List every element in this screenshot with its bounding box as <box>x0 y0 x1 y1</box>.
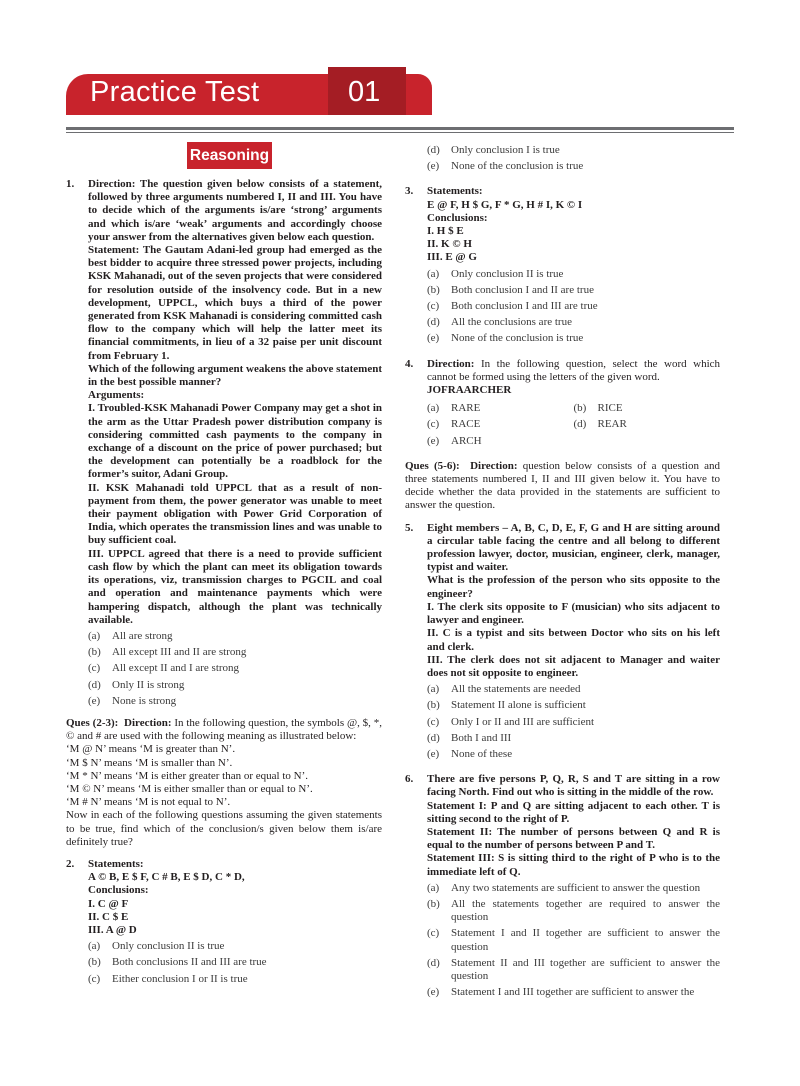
option-label: (b) <box>427 699 440 712</box>
option-text: Any two statements are sufficient to answer the question <box>451 881 701 894</box>
statements-label: Statements: <box>88 857 144 870</box>
option-label: (b) <box>573 402 587 415</box>
question-3-options <box>405 268 720 346</box>
section-2-3-direction <box>66 717 382 743</box>
option[interactable] <box>88 940 382 953</box>
option[interactable] <box>88 662 382 675</box>
question-statement: Statement: The Gautam Adani-led group had emerged as the best bidder to acquire three stressed power projects, including KSK Mahanadi, out of the seven projects that were considered for resolution outside of the insolvency code. But in a new development, UPPCL, which buys a third of the power generated from KSK Mahanadi is considering committed cash flow to the company which will help the latter meet its financial commitments, in lieu of a 32 paise per unit discount from February 1. <box>88 244 382 362</box>
option-text: Both conclusion I and III are true <box>451 300 598 313</box>
option[interactable] <box>427 284 720 297</box>
option-label: (c) <box>427 927 440 940</box>
option-text: RARE <box>451 402 481 415</box>
statement-2: Statement II: The number of persons between Q and R is equal to the number of persons between P and T. <box>427 825 720 852</box>
left-column <box>66 178 382 986</box>
direction-label: Direction: <box>470 459 518 472</box>
option-text: Both conclusion I and II are true <box>451 283 594 296</box>
option-text: Either conclusion I or II is true <box>112 972 248 985</box>
option-label: (b) <box>427 283 440 296</box>
option-text: Only conclusion I is true <box>451 144 560 156</box>
option-text: RICE <box>597 402 623 415</box>
option-label: (d) <box>427 956 440 969</box>
option[interactable] <box>427 435 574 448</box>
question-2-options <box>66 940 382 986</box>
header-rule <box>66 127 734 130</box>
conclusion-3: III. A @ D <box>88 923 137 936</box>
statements: E @ F, H $ G, F * G, H # I, K © I <box>427 198 583 211</box>
option-label: (b) <box>88 956 101 969</box>
page-title: Practice Test <box>90 76 260 108</box>
option-label: (a) <box>88 940 101 953</box>
section-heading: Ques (2-3): <box>66 716 119 729</box>
question-1-options <box>66 630 382 708</box>
right-column <box>405 141 720 999</box>
option-text: Statement I and II together are sufficient to answer the question <box>451 927 720 953</box>
option[interactable] <box>427 316 720 329</box>
option[interactable] <box>427 748 720 761</box>
option-label: (c) <box>427 300 440 313</box>
statement-3: Statement III: S is sitting third to the right of P who is to the immediate left of Q. <box>427 852 720 878</box>
option-label: (b) <box>88 646 101 659</box>
question-5 <box>405 522 720 680</box>
option[interactable] <box>427 268 720 281</box>
option[interactable] <box>574 418 721 431</box>
option-label: (e) <box>88 694 101 707</box>
option-text: All except II and I are strong <box>112 662 240 675</box>
question-number: 6. <box>405 773 414 786</box>
option[interactable] <box>574 402 721 415</box>
option-text: All except III and II are strong <box>112 646 247 659</box>
option[interactable] <box>427 332 720 345</box>
direction-text: In the following question, the symbols @, $, *, © and # are used with the following meaning as illustrated below: <box>66 716 383 743</box>
conclusion-3: III. E @ G <box>427 251 477 264</box>
section-note: Now in each of the following questions assuming the given statements to be true, find which of the conclusion/s given below them is/are definitely true? <box>66 809 382 848</box>
question-number: 5. <box>405 521 414 534</box>
section-heading: Ques (5-6): <box>405 459 460 472</box>
symbol-meaning-2: ‘M $ N’ means ‘M is smaller than N’. <box>66 756 233 769</box>
test-number: 01 <box>348 76 381 108</box>
option-label: (a) <box>427 881 440 894</box>
conclusions-label: Conclusions: <box>88 884 149 897</box>
question-4-options <box>405 399 720 448</box>
option-label: (d) <box>573 418 587 431</box>
option[interactable] <box>88 973 382 986</box>
option-text: Statement II and III together are sufficient to answer the question <box>451 956 720 982</box>
option-text: Only conclusion II is true <box>112 940 225 953</box>
symbol-meaning-4: ‘M © N’ means ‘M is either smaller than or equal to N’. <box>66 782 313 795</box>
option[interactable] <box>427 716 720 729</box>
option[interactable] <box>88 679 382 692</box>
question-number: 3. <box>405 185 414 198</box>
argument-3: III. UPPCL agreed that there is a need to provide sufficient cash flow by which the plant can meet its obligation towards its operations, viz, transmission charges to PGCIL and coal and operation and maintenance payments which were hampering dispatch, although the plant was technically available. <box>88 547 382 626</box>
question-6 <box>405 773 720 879</box>
statement-1: Statement I: P and Q are sitting adjacent to each other. T is sitting second to the right of P. <box>427 799 720 825</box>
option-text: Statement II alone is sufficient <box>451 699 586 712</box>
option[interactable] <box>427 144 720 157</box>
option[interactable] <box>427 898 720 924</box>
option[interactable] <box>427 402 574 415</box>
option-label: (e) <box>427 434 440 447</box>
arguments-label: Arguments: <box>88 389 145 402</box>
option[interactable] <box>427 927 720 953</box>
option-label: (e) <box>427 332 440 345</box>
option-label: (a) <box>427 402 440 415</box>
question-number: 2. <box>66 857 75 870</box>
option-label: (e) <box>427 160 440 173</box>
option[interactable] <box>427 957 720 983</box>
given-word: JOFRAARCHER <box>427 384 512 397</box>
option-text: None of the conclusion is true <box>451 160 584 173</box>
option-label: (d) <box>88 678 101 691</box>
conclusions-label: Conclusions: <box>427 211 488 224</box>
direction-label: Direction: <box>124 716 172 729</box>
argument-1: I. Troubled-KSK Mahanadi Power Company may get a shot in the arm as the Uttar Pradesh power distribution company is considering committed cash payments to the company in exchange of a discount on the price of power purchased; but the development can potentially be a roadblock for the former’s suitor, Adani Group. <box>88 402 382 481</box>
option[interactable] <box>427 160 720 173</box>
question-4 <box>405 358 720 398</box>
question-direction: Direction: The question given below consists of a statement, followed by three arguments numbered I, II and III. You have to decide which of the arguments is/are ‘strong’ arguments and which is/are ‘weak’ arguments and accordingly choose your answer from the alternatives given below each question. <box>88 178 382 243</box>
option-label: (a) <box>88 629 101 642</box>
option[interactable] <box>427 882 720 895</box>
option-label: (d) <box>427 316 440 329</box>
option-label: (e) <box>427 986 440 999</box>
conclusion-1: I. H $ E <box>427 225 464 238</box>
direction-label: Direction: <box>427 357 475 370</box>
option[interactable] <box>88 630 382 643</box>
question-1 <box>66 178 382 627</box>
option[interactable] <box>427 732 720 745</box>
statements-label: Statements: <box>427 185 483 198</box>
question-3 <box>405 185 720 264</box>
option-label: (a) <box>427 683 440 696</box>
question-direction <box>427 358 720 384</box>
option-text: All the statements together are required to answer the question <box>451 897 720 924</box>
option-text: None of these <box>451 747 513 760</box>
question-number: 1. <box>66 178 75 190</box>
symbol-meaning-3: ‘M * N’ means ‘M is either greater than or equal to N’. <box>66 769 309 782</box>
option-label: (a) <box>427 267 440 280</box>
conclusion-1: I. C @ F <box>88 897 129 910</box>
symbol-meaning-5: ‘M # N’ means ‘M is not equal to N’. <box>66 796 231 809</box>
option-text: None of the conclusion is true <box>451 332 584 345</box>
question-stem: Eight members – A, B, C, D, E, F, G and H are sitting around a circular table facing the centre and all belong to different profession lawyer, doctor, musician, engineer, clerk, manager, typist and waiter. <box>427 521 720 574</box>
option-text: All the conclusions are true <box>451 316 572 329</box>
question-2 <box>66 858 382 937</box>
option-label: (d) <box>427 144 440 156</box>
option-text: All are strong <box>112 629 173 642</box>
conclusion-2: II. K © H <box>427 238 472 251</box>
option-label: (c) <box>88 662 101 675</box>
option-text: None is strong <box>112 694 177 707</box>
option-text: RACE <box>451 418 481 431</box>
option-label: (d) <box>427 731 440 744</box>
option-text: Only II is strong <box>112 678 185 691</box>
option-label: (b) <box>427 897 440 910</box>
option-text: Statement I and III together are sufficient to answer the <box>451 986 695 999</box>
option[interactable] <box>88 646 382 659</box>
statement-3: III. The clerk does not sit adjacent to Manager and waiter does not sit opposite to engineer. <box>427 653 720 679</box>
option[interactable] <box>88 695 382 708</box>
question-2-options-continued <box>405 144 720 173</box>
subject-label: Reasoning <box>187 142 272 169</box>
direction-text: In the following question, select the word which cannot be formed using the letters of the given word. <box>427 357 721 383</box>
question-text: What is the profession of the person who sits opposite to the engineer? <box>427 574 720 600</box>
option-label: (c) <box>427 418 440 431</box>
option-text: Only conclusion II is true <box>451 267 564 280</box>
statement-1: I. The clerk sits opposite to F (musician) who sits adjacent to lawyer and engineer. <box>427 600 720 627</box>
question-6-options <box>405 882 720 1000</box>
option-label: (c) <box>88 972 101 985</box>
direction-text: question below consists of a question and three statements numbered I, II and III given below it. You have to decide whether the data provided in the statements are sufficient to answer the question. <box>405 459 721 512</box>
option-text: REAR <box>597 418 627 431</box>
option[interactable] <box>427 699 720 712</box>
question-5-options <box>405 683 720 761</box>
option[interactable] <box>427 986 720 999</box>
option-text: Both I and III <box>451 731 512 744</box>
statements: A © B, E $ F, C # B, E $ D, C * D, <box>88 871 245 884</box>
option[interactable] <box>427 683 720 696</box>
symbol-meaning-1: ‘M @ N’ means ‘M is greater than N’. <box>66 743 236 756</box>
option[interactable] <box>427 300 720 313</box>
question-stem: There are five persons P, Q, R, S and T are sitting in a row facing North. Find out who is sitting in the middle of the row. <box>427 773 720 799</box>
option-text: Both conclusions II and III are true <box>112 956 267 969</box>
option[interactable] <box>88 956 382 969</box>
option-text: Only I or II and III are sufficient <box>451 715 595 728</box>
option[interactable] <box>427 418 574 431</box>
statement-2: II. C is a typist and sits between Doctor who sits on his left and clerk. <box>427 627 720 653</box>
question-text: Which of the following argument weakens the above statement in the best possible manner? <box>88 362 382 389</box>
option-label: (c) <box>427 715 440 728</box>
question-number: 4. <box>405 357 414 370</box>
conclusion-2: II. C $ E <box>88 910 129 923</box>
option-text: ARCH <box>451 434 482 447</box>
page-banner <box>66 67 432 115</box>
option-label: (e) <box>427 747 440 760</box>
header-rule-thin <box>66 132 734 133</box>
argument-2: II. KSK Mahanadi told UPPCL that as a result of non-payment from them, the power generator was unable to meet their payment obligation with Power Grid Corporation of India, which operates the transmission lines and was unable to buy sufficient coal. <box>88 481 382 547</box>
banner-right-shape <box>406 74 432 115</box>
section-5-6-direction <box>405 460 720 513</box>
option-text: All the statements are needed <box>451 683 581 696</box>
